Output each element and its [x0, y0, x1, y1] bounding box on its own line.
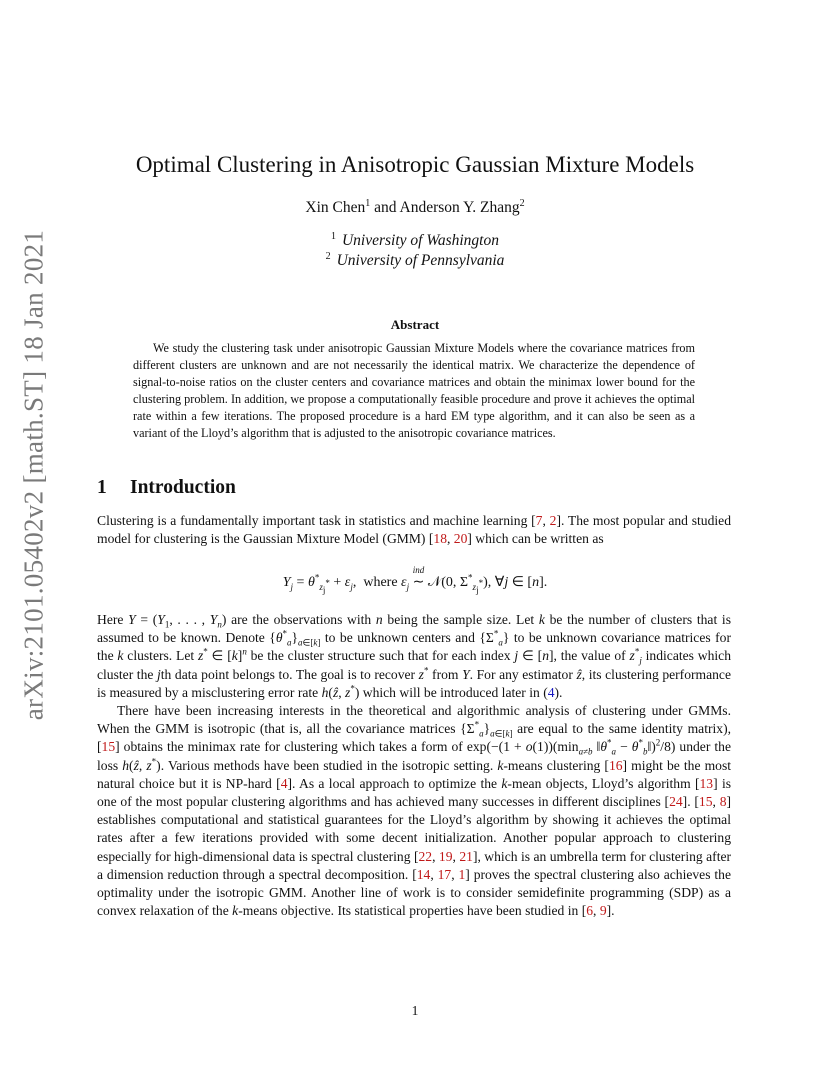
citation-link[interactable]: 24: [669, 794, 683, 810]
citation-link[interactable]: 18: [433, 531, 447, 547]
citation-link[interactable]: 2: [549, 513, 557, 528]
gmm-equation: $Y_j = \theta^*_{z_j^*} + \varepsilon_j$, where $\varepsilon_j$ ind ∼ 𝒩(0, $\Sigma^*_{z_j^*}$), ∀j ∈ [n].: [282, 565, 548, 595]
citation-link[interactable]: 22: [418, 848, 433, 864]
author-name: Xin Chen: [305, 199, 366, 216]
page-number: 1: [411, 1003, 419, 1018]
author-name: Anderson Y. Zhang: [399, 199, 520, 216]
citation-link[interactable]: 6: [586, 903, 594, 919]
citation-link[interactable]: 20: [453, 531, 468, 547]
citation-link[interactable]: 16: [608, 757, 623, 773]
section-heading: [97, 477, 733, 499]
author-line: [97, 199, 733, 217]
section-title: Introduction: [130, 477, 236, 498]
affiliation: [97, 232, 733, 250]
citation-link[interactable]: 1: [458, 866, 466, 882]
equation-link[interactable]: 4: [547, 684, 555, 700]
paper-title: Optimal Clustering in Anisotropic Gaussian Mixture Models: [135, 152, 695, 177]
citation-link[interactable]: 14: [416, 866, 431, 882]
citation-link[interactable]: 15: [101, 739, 116, 755]
affiliation-name: University of Washington: [341, 232, 499, 249]
citation-link[interactable]: 21: [459, 848, 473, 864]
affiliation-mark: 1: [330, 230, 336, 242]
citation-link[interactable]: 9: [599, 903, 607, 919]
affiliation-mark: 2: [325, 250, 331, 262]
section-number: 1: [97, 477, 107, 498]
intro-paragraph: Here $Y = (Y_1$, . . . , $Y_n$) are the observations with n being the sample size. Let k be the number of clusters that is assumed to be known. Denote $\{\theta^*_a\}_{a\in[k]}$ to be unknown centers and $\{\Sigma^*_a\}$ to be unknown covariance matrices for the k clusters. Let z* ∈ $[k]^n$ be the cluster structure such that for each index j ∈ [n], the value of $z^*_j$ indicates which cluster the jth data point belongs to. The goal is to recover z* from Y. For any estimator ẑ, its clustering performance is measured by a misclustering error rate h(ẑ, z*) which will be introduced later in (4). There have been increasing interests in the theoretical and algorithmic analysis of clustering under GMMs. When the GMM is isotropic (that is, all the covariance matrices $\{\Sigma^*_a\}_{a\in[k]}$ are equal to the same identity matrix), [15] obtains the minimax rate for clustering which takes a form of $\exp(-(1 + o(1))(\min_{a\ne b}$ $‖\theta^*_a$ − $\theta^*_b‖)^2/8$) under the loss h(ẑ, z*). Various methods have been studied in the isotropic setting. k-means clustering [16] might be the most natural choice but it is NP-hard [4]. As a local approach to optimize the k-mean objects, Lloyd’s algorithm [13] is one of the most popular clustering algorithms and has achieved many successes in different disciplines [24]. [15, 8] establishes computational and statistical guarantees for the Lloyd’s algorithm by showing it achieves the optimal rates after a few iterations provided with some decent initialization. Another popular approach to clustering especially for high-dimensional data is spectral clustering [22, 19, 21], which is an umbrella term for clustering after a dimension reduction through a spectral decomposition. [14, 17, 1] proves the spectral clustering also achieves the optimality under the isotropic GMM. Another line of work is to consider semidefinite programming (SDP) as a convex relaxation of the k-means objective. Its statistical properties have been studied in [6, 9].: [97, 612, 732, 919]
affiliation: [97, 252, 733, 270]
citation-link[interactable]: 15: [698, 794, 713, 810]
author-connector: and: [370, 199, 400, 216]
citation-link[interactable]: 13: [699, 775, 714, 791]
citation-link[interactable]: 17: [437, 866, 452, 882]
affiliation-name: University of Pennsylvania: [336, 252, 505, 269]
author-affiliation-mark: 2: [519, 197, 525, 209]
abstract-body: We study the clustering task under anisotropic Gaussian Mixture Models where the covariance matrices from different clusters are unknown and are not necessarily the identical matrix. We characterize the dependence of signal-to-noise ratios on the cluster centers and covariance matrices and obtain the minimax lower bound for the clustering problem. In addition, we propose a computationally feasible procedure and prove it achieves the optimal rate within a few iterations. The proposed procedure is a hard EM type algorithm, and it can also be seen as a variant of the Lloyd’s algorithm that is adjusted to the anisotropic covariance matrices.: [133, 341, 695, 441]
citation-link[interactable]: 4: [280, 775, 288, 791]
citation-link[interactable]: 8: [719, 794, 727, 810]
arxiv-identifier: arXiv:2101.05402v2 [math.ST] 18 Jan 2021: [18, 229, 49, 721]
author-affiliation-mark: 1: [365, 197, 371, 209]
abstract-heading: Abstract: [390, 317, 440, 332]
citation-link[interactable]: 19: [438, 848, 453, 864]
citation-link[interactable]: 7: [535, 513, 543, 528]
intro-paragraph: Clustering is a fundamentally important task in statistics and machine learning [7, 2]. The most popular and studied model for clustering is the Gaussian Mixture Model (GMM) [18, 20] which can be written as: [97, 513, 732, 547]
